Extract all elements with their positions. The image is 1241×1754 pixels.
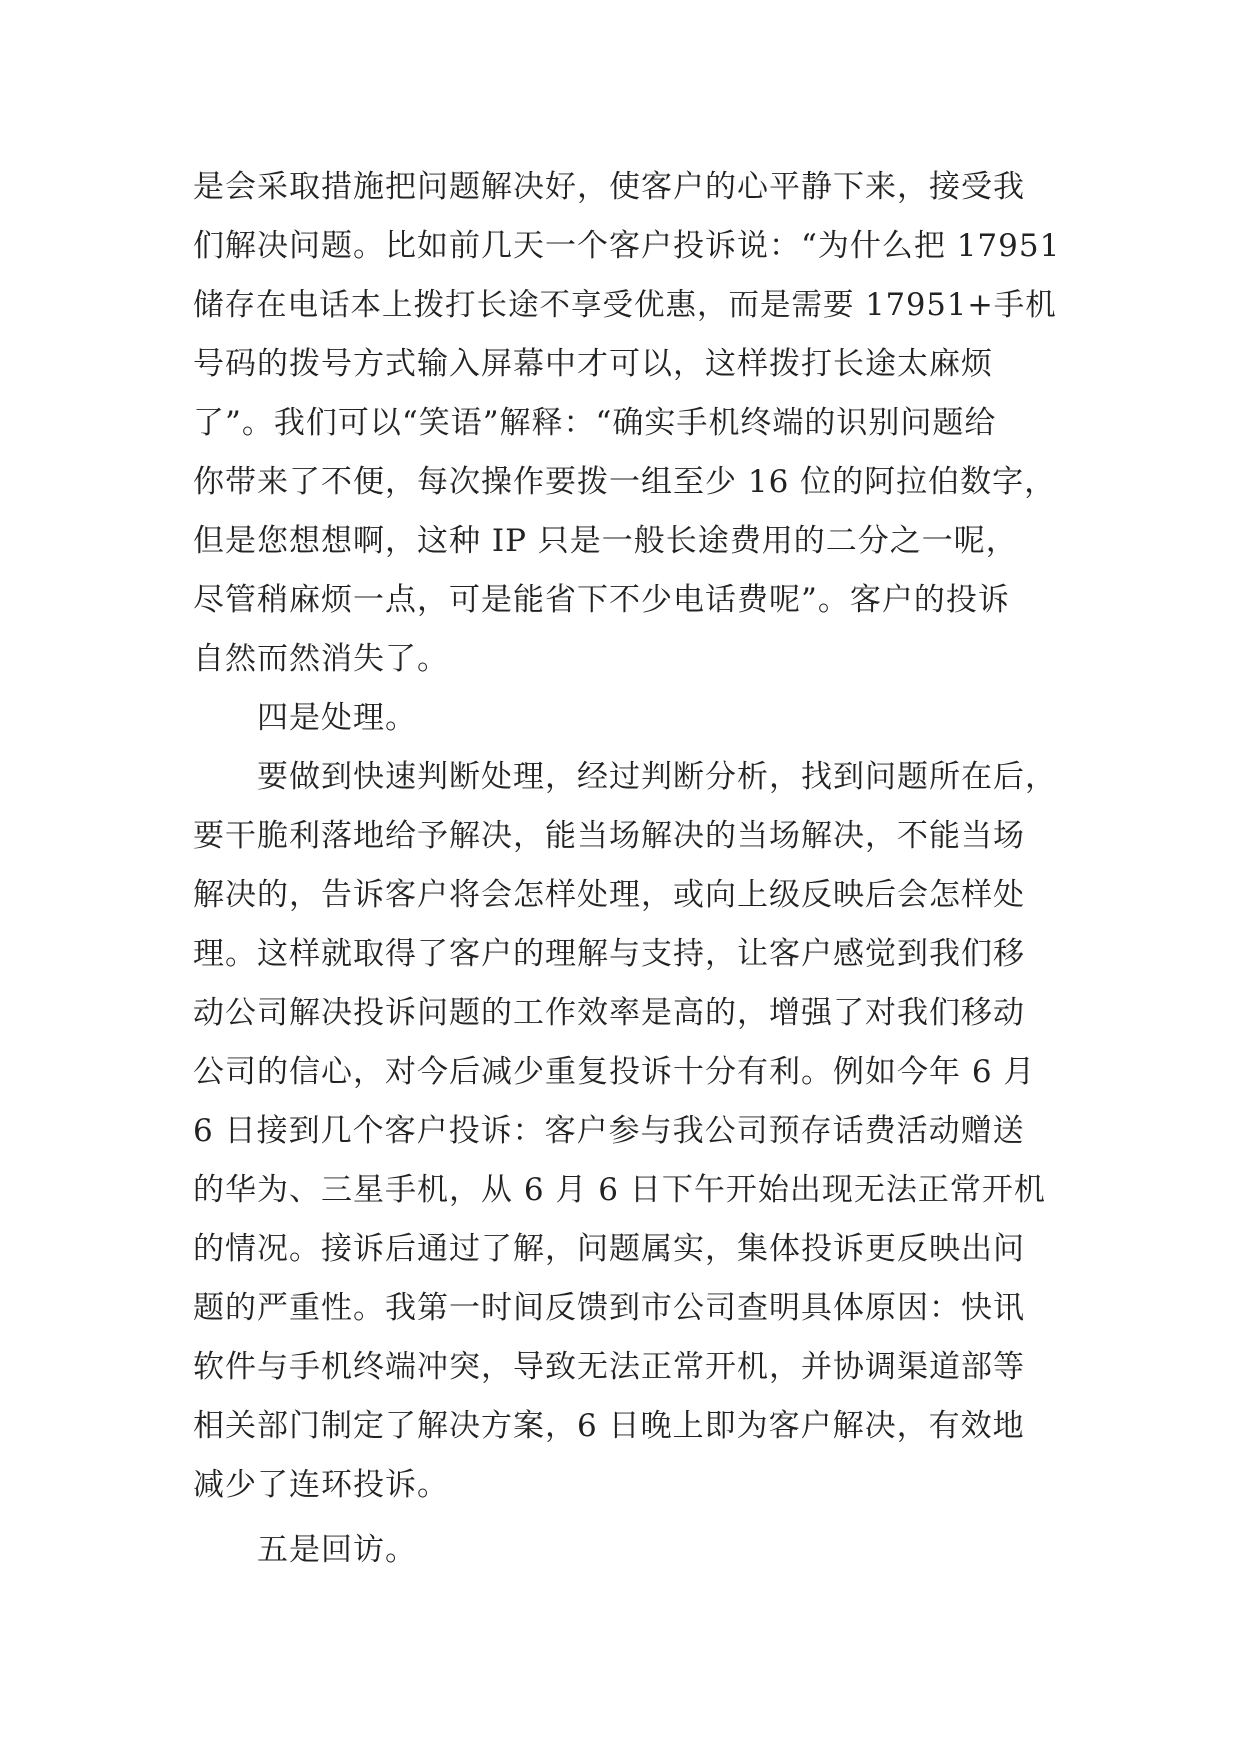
section-heading: 五是回访。	[257, 1532, 417, 1568]
text-line: 6 日接到几个客户投诉：客户参与我公司预存话费活动赠送	[193, 1113, 1025, 1149]
text-line: 的华为、三星手机，从 6 月 6 日下午开始出现无法正常开机	[193, 1172, 1046, 1208]
body-text	[193, 158, 1065, 1580]
text-line: 动公司解决投诉问题的工作效率是高的，增强了对我们移动	[193, 995, 1025, 1031]
text-line: 的情况。接诉后通过了解，问题属实，集体投诉更反映出问	[193, 1231, 1025, 1267]
paragraph-first-line: 要做到快速判断处理，经过判断分析，找到问题所在后，	[257, 759, 1057, 795]
text-line: 了”。我们可以“笑语”解释：“确实手机终端的识别问题给	[193, 405, 997, 441]
text-line: 自然而然消失了。	[193, 641, 449, 677]
text-line: 题的严重性。我第一时间反馈到市公司查明具体原因：快讯	[193, 1290, 1025, 1326]
text-line: 号码的拨号方式输入屏幕中才可以，这样拨打长途太麻烦	[193, 346, 993, 382]
text-line: 理。这样就取得了客户的理解与支持，让客户感觉到我们移	[193, 936, 1025, 972]
text-line: 储存在电话本上拨打长途不享受优惠，而是需要 17951+手机	[193, 288, 1057, 323]
text-line: 要干脆利落地给予解决，能当场解决的当场解决，不能当场	[193, 818, 1025, 854]
text-line: 但是您想想啊，这种 IP 只是一般长途费用的二分之一呢，	[193, 523, 1018, 559]
text-line: 相关部门制定了解决方案，6 日晚上即为客户解决，有效地	[193, 1408, 1025, 1444]
text-line: 解决的，告诉客户将会怎样处理，或向上级反映后会怎样处	[193, 877, 1025, 913]
section-heading: 四是处理。	[257, 700, 417, 736]
text-line: 尽管稍麻烦一点，可是能省下不少电话费呢”。客户的投诉	[193, 582, 1010, 618]
text-line: 软件与手机终端冲突，导致无法正常开机，并协调渠道部等	[193, 1349, 1025, 1385]
text-line: 公司的信心，对今后减少重复投诉十分有利。例如今年 6 月	[193, 1054, 1036, 1090]
text-line: 是会采取措施把问题解决好，使客户的心平静下来，接受我	[193, 169, 1025, 205]
text-line: 们解决问题。比如前几天一个客户投诉说：“为什么把 17951	[193, 228, 1061, 264]
text-line: 减少了连环投诉。	[193, 1467, 449, 1503]
text-line: 你带来了不便，每次操作要拨一组至少 16 位的阿拉伯数字，	[193, 464, 1057, 500]
